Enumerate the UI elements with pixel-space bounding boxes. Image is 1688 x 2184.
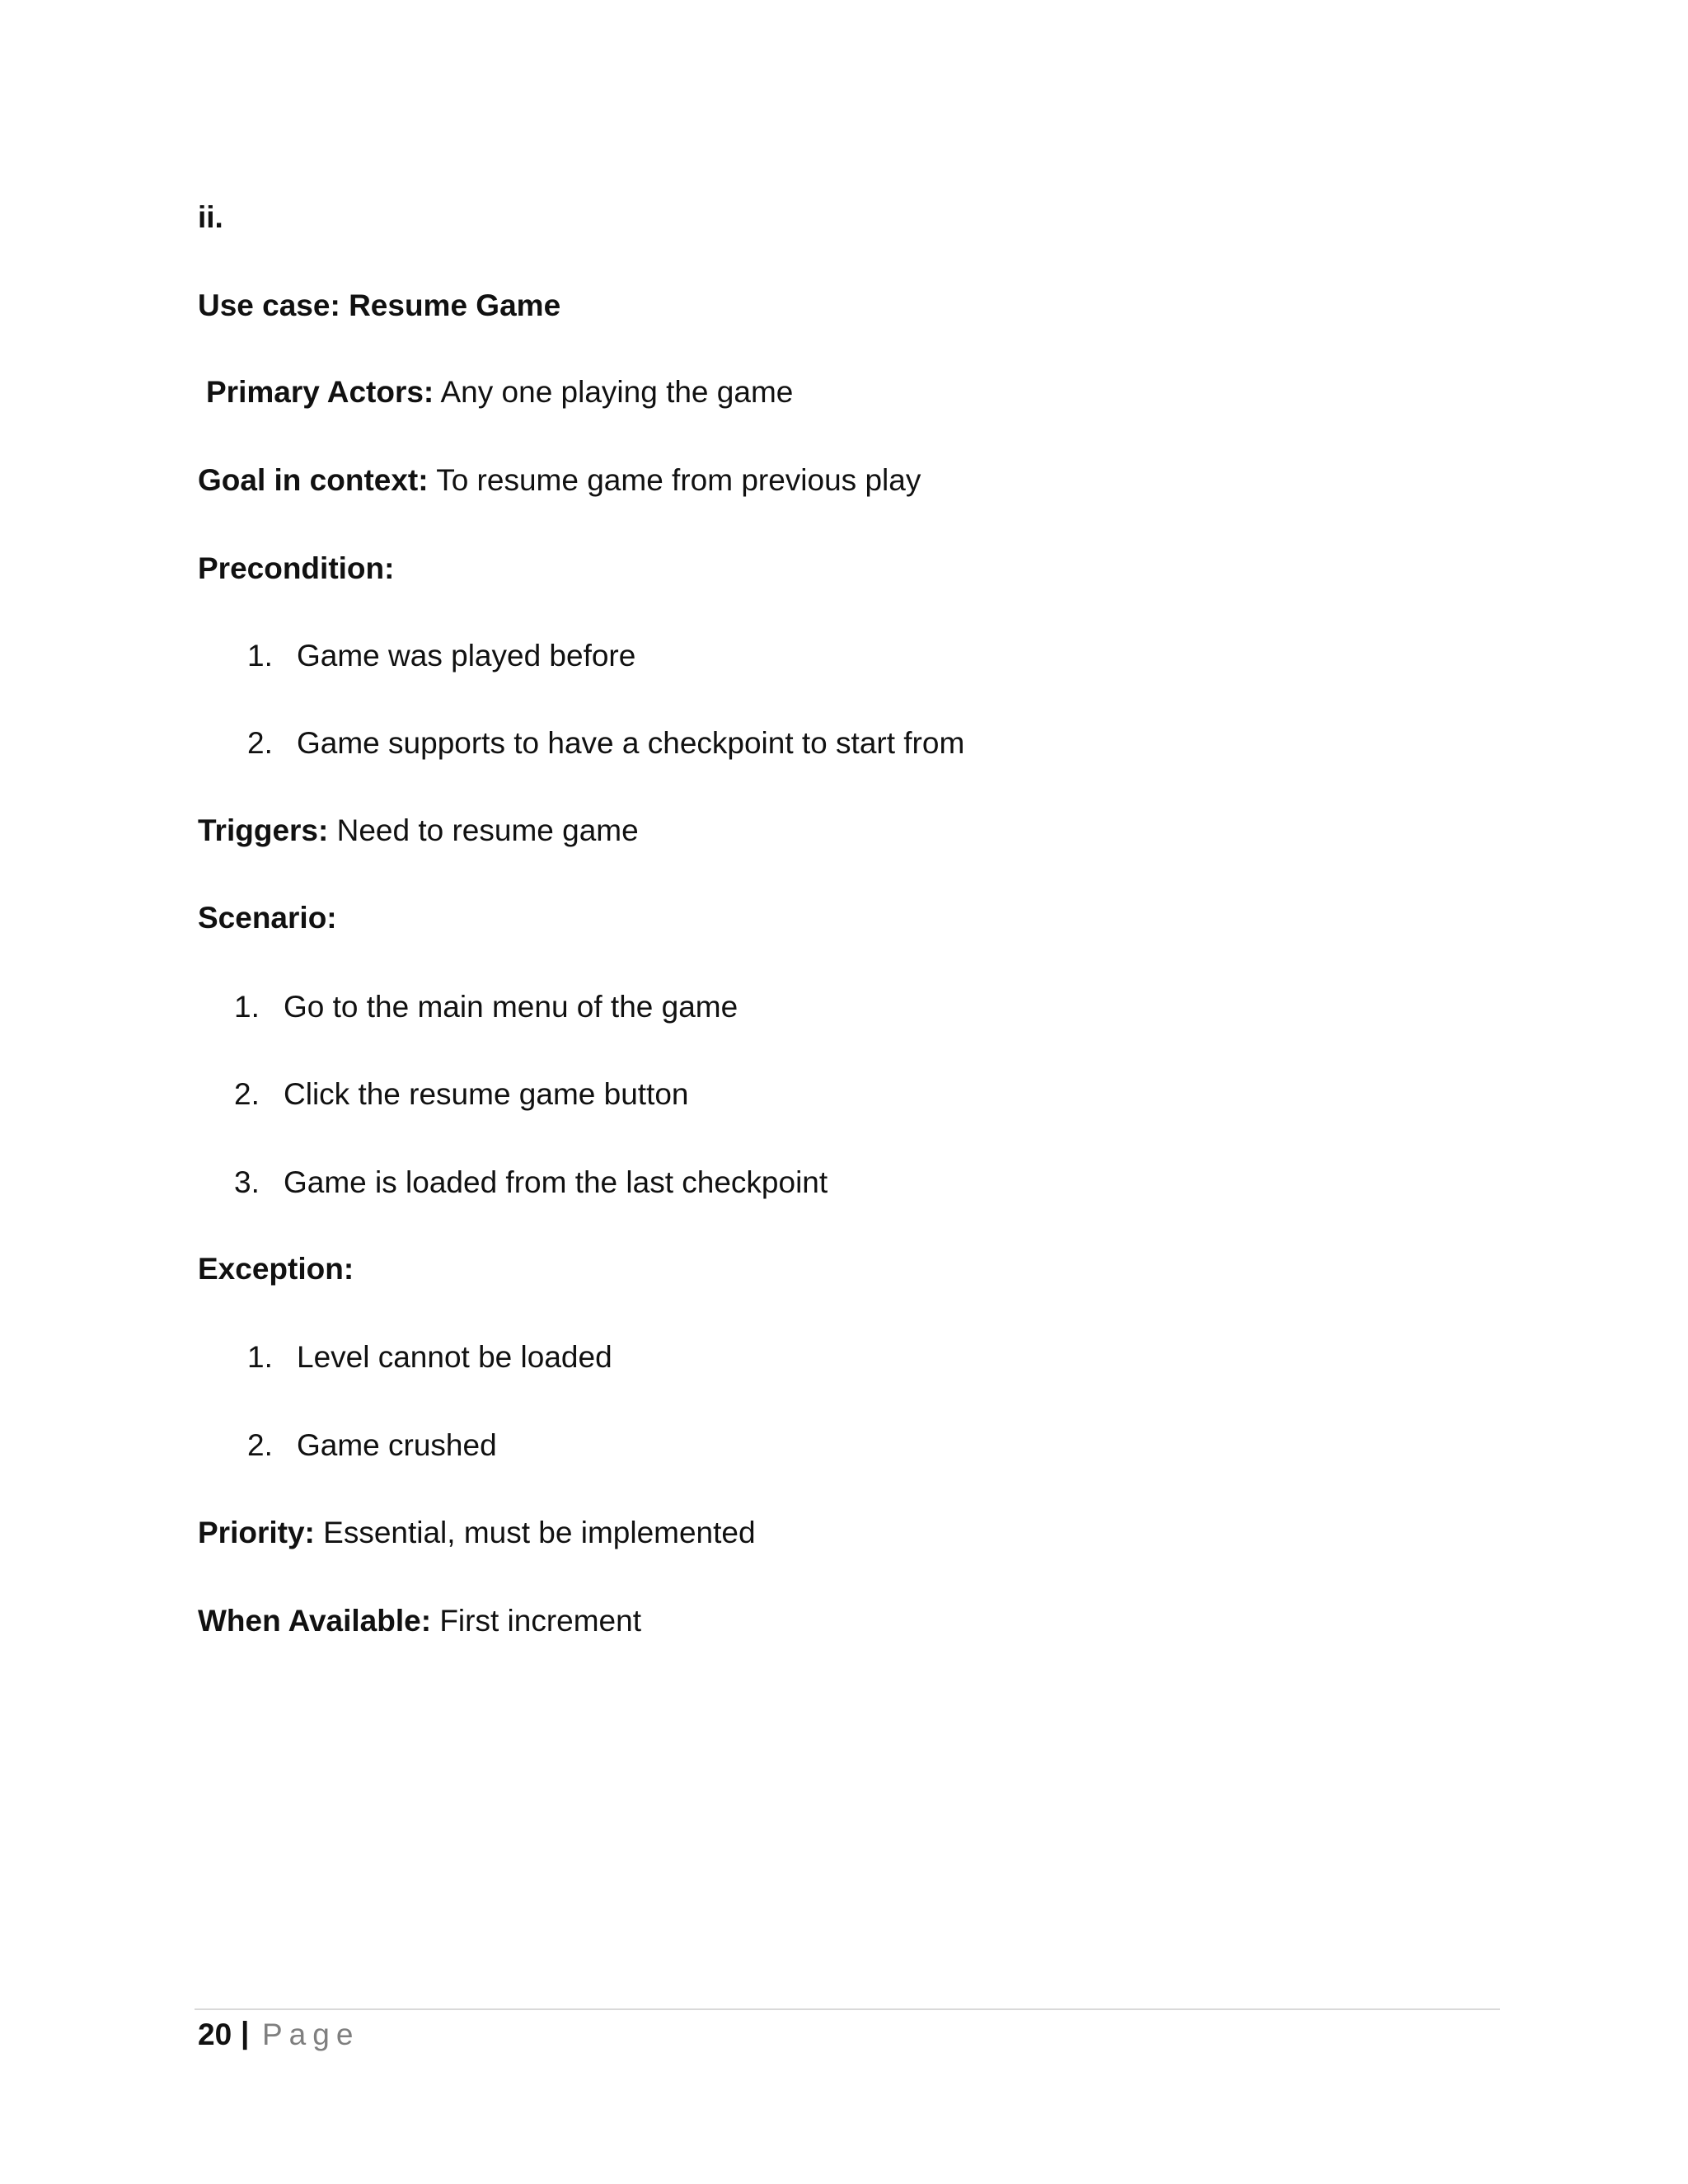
page-label: Page: [262, 2018, 360, 2051]
triggers-label: Triggers:: [198, 813, 329, 847]
priority-value: Essential, must be implemented: [323, 1516, 756, 1549]
use-case-label: Use case:: [198, 288, 340, 322]
exception-heading: Exception:: [198, 1252, 354, 1286]
primary-actors-line: [206, 374, 793, 410]
use-case-value: Resume Game: [349, 288, 561, 322]
when-available-label: When Available:: [198, 1604, 432, 1638]
goal-label: Goal in context:: [198, 463, 429, 497]
section-number: ii.: [198, 200, 223, 234]
goal-value: To resume game from previous play: [436, 463, 921, 497]
scenario-item-number: 3.: [234, 1165, 260, 1199]
scenario-heading: Scenario:: [198, 901, 337, 935]
footer-divider: [195, 2008, 1500, 2010]
priority-label: Priority:: [198, 1516, 315, 1549]
scenario-item: Click the resume game button: [284, 1077, 689, 1111]
page-number: 20: [198, 2018, 232, 2051]
primary-actors-value: Any one playing the game: [440, 375, 794, 409]
scenario-item-number: 1.: [234, 990, 260, 1024]
exception-item: Game crushed: [297, 1428, 497, 1462]
exception-item-number: 2.: [247, 1428, 273, 1462]
precondition-item-number: 1.: [247, 639, 273, 673]
goal-line: [198, 462, 921, 499]
use-case-line: [198, 288, 560, 324]
precondition-item: Game was played before: [297, 639, 636, 673]
exception-item: Level cannot be loaded: [297, 1340, 612, 1374]
when-available-value: First increment: [439, 1604, 641, 1638]
precondition-heading: Precondition:: [198, 551, 395, 585]
scenario-item: Go to the main menu of the game: [284, 990, 738, 1024]
precondition-item-number: 2.: [247, 726, 273, 760]
scenario-item: Game is loaded from the last checkpoint: [284, 1165, 828, 1199]
scenario-item-number: 2.: [234, 1077, 260, 1111]
footer-separator: |: [241, 2016, 250, 2050]
priority-line: [198, 1515, 756, 1551]
triggers-value: Need to resume game: [336, 813, 639, 847]
exception-item-number: 1.: [247, 1340, 273, 1374]
primary-actors-label: Primary Actors:: [206, 375, 434, 409]
precondition-item: Game supports to have a checkpoint to start from: [297, 726, 965, 760]
triggers-line: [198, 813, 639, 849]
when-available-line: [198, 1603, 641, 1639]
